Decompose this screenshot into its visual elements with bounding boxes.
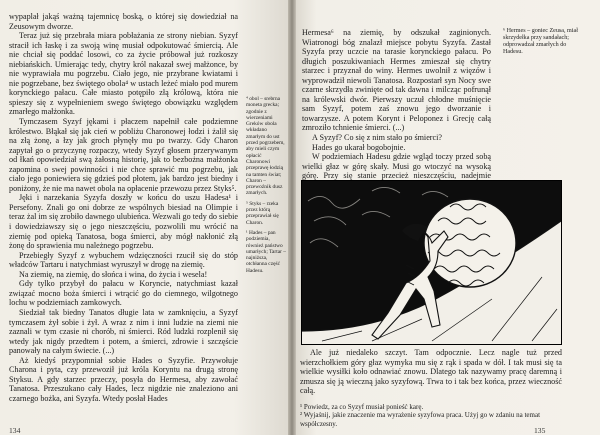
question-2: ² Wyjaśnij, jakie znaczenie ma wyrażenie syzyfowa praca. Użyj go w zdaniu na temat współczesny. [300,411,541,428]
paragraph: Hades go ukarał bogobojnie. [312,142,406,152]
margin-note-hades: ¹ Hades – pan podziemia, również państwo umarłych; Tartar – najniższa, otchłanna część Hadesu. [246,229,286,274]
margin-note-styks: ⁵ Styks – rzeka przez którą przeprawiał się Charon. [246,200,279,226]
paragraph: Tymczasem Syzyf jękami i płaczem napełnił całe podziemne królestwo. Błąkał się jak cień w pobliżu Charonowej łodzi i żalił się na złą żonę, a łzy jak groch płynęły mu po twarzy. Gdy Charon zapytał go o przyczynę rozpaczy, wtedy Syzyf głosem przerywanym od łkań opowiedział swą żałosną historię, jak to bezbożna małżonka zapomina o swej powinności i nie chce sprawić mu pogrzebu, jak ciało jego poniewiera się gdzieś pod płotem, jak bardzo jest biedny i poniżony, że nie ma nawet obola na opłacenie przewozu przez Styks⁵. [9,117,238,193]
paragraph: Jęki i narzekania Syzyfa doszły w końcu do uszu Hadesa¹ i Persefony. Znali go oni dobrze ze wspólnych biesiad na Olimpie i teraz żal im się zrobiło dawnego ulubieńca. Wezwali go tedy do siebie i dowiedziawszy się o jego nieszczęściu, pozwolili mu wrócić na ziemię pod opieką Tanatosa, boga śmierci, aby mógł nakłonić złą żonę do sprawienia mu należnego pogrzebu. [9,193,238,251]
paragraph: Ale już niedaleko szczyt. Tam odpocznie. Lecz nagle tuż przed wierzchołkiem góry głaz wymyka mu się z rąk i spada w dół. I tak musi się ta wielkie wysiłki koło odnawiać znowu. Dlatego tak nazywamy pracę daremną i zmusza się ją wieczną jako syzyfową. Trwa to i tak bez końca, przez wieczność całą. [300,348,562,396]
right-page-questions [300,403,562,428]
sisyphus-illustration [301,180,562,345]
page-number-right: 135 [534,426,546,435]
left-page-body [9,12,238,403]
paragraph: Hermesa⁶ na ziemię, by odszukał zaginionych. Wiatronogi bóg znalazł miejsce pobytu Syzyfa. Zastał Syzyfa przy uczcie na tarasie korynckiego pałacu. Po długich poszukiwaniach Hermes zmieszał się chytry starzec i przyznał do winy. Hermes uwolnił z więzów i wyprowadził niewoli Tanatosa. Rozpostarł syn Nocy swe czarne skrzydła zwinięte od tak dawna i milcząc pofrunął na królewski dwór. Pierwszy uczuł chłodne muśnięcie sam Syzyf, potem zaś znowu jego dworzanie i towarzysze. A potem Korynt i Peloponez i Grecję całą zmroziło tchnienie śmierci. (...) [302,28,491,133]
right-page-body-bottom [300,348,562,396]
page-number-left: 134 [9,426,21,435]
sisyphus-woodcut [302,181,561,344]
left-margin-notes [246,96,286,278]
paragraph: Gdy tylko przybył do pałacu w Koryncie, natychmiast kazał związać mocno boża śmierci i wtrącić go do ciemnego, wilgotnego lochu w podziemiach zamkowych. [9,279,238,308]
paragraph: wypaplał jakąś ważną tajemnicę boską, o której się dowiedział na Zeusowym dworze. [9,12,238,31]
paragraph: Aż kiedyś przypomniał sobie Hades o Syzyfie. Przywołuje Charona i pyta, czy przewoził już króla Koryntu na drugą stronę Styksu. A gdy starzec przeczy, posyła do Hermesa, aby zawołać Tanatosa. Przeszukano cały Hades, lecz nigdzie nie znaleziono ani czarnego bożka, ani Syzyfa. Wtedy posłał Hades [9,355,238,403]
book-gutter [288,0,296,435]
right-margin-notes [503,28,581,60]
paragraph: Teraz już się przebrała miara pobłażania ze strony niebian. Syzyf stracił ich łaskę i za swoją winę musiał odpokutować śmiercią. Ale nie chciał się poddać losowi, co za życie próbował już rozkoszy niebiańskich. Umierając tedy, chytry król nakazał swej małżonce, by nie wyprawiała mu pogrzebu. Ciało jego, nie przybrane kwiatami i nie pogrzebane, bez świętego obola⁴ w ustach leżeć miało pod murem korynckiego pałacu. Całe miasto potępiło złą królową, która nie spieszy się z wypełnieniem swego świętego obowiązku względem zmarłego małżonka. [9,31,238,117]
paragraph: A Syzyf? Co się z nim stało po śmierci? [312,133,442,143]
margin-note-hermes: ⁶ Hermes – goniec Zeusa, miał skrzydełka przy sandałach; odprowadzał zmarłych do Hadesu. [503,28,578,55]
question-1: ¹ Powiedz, za co Syzyf musiał ponieść karę. [300,403,424,411]
paragraph: Siedział tak biedny Tanatos długie lata w zamknięciu, a Syzyf tymczasem żył sobie i żył. A wraz z nim i inni ludzie na ziemi nie zaznali w tym czasie ni chorób, ni śmierci. Ród ludzki rozplenił się wtedy jak nigdy przedtem i potem, a śmierci, zdrowie i szczęście panowały na całym świecie. (...) [9,307,238,356]
margin-note-obol: ⁴ obol – srebrna moneta grecka; zgodnie z wierzeniami Greków obola wkładano zmarłym do ust przed pogrzebem, aby mieli czym opłacić Charonowi przeprawę łodzią na tamten świat; Charon – przewoźnik dusz zmarłych. [246,96,285,197]
paragraph: W podziemiach Hadesu gdzie wgląd toczy przed sobą wielki głaz w górę skały. Musi go wtoczyć na wysoką górę. Przy się stanie przecież nieszczęściu, nadejmie [302,152,491,181]
paragraph: Na ziemię, na ziemię, do słońca i wina, do życia i wesela! [19,269,208,279]
paragraph: Przebiegły Syzyf z wybuchem wdzięczności rzucił się do stóp władców Tartaru i natychmiast wyruszył w drogę na ziemię. [9,250,238,270]
